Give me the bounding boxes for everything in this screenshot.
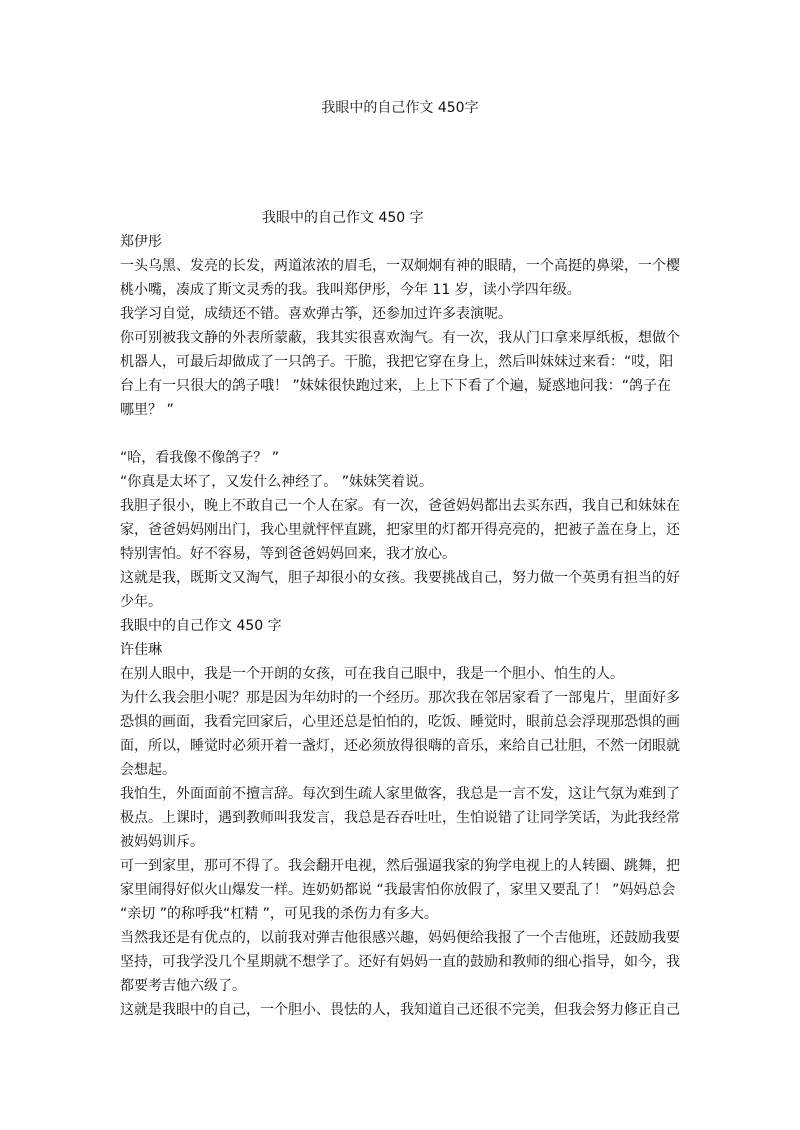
- paragraph: 在别人眼中，我是一个开朗的女孩，可在我自己眼中，我是一个胆小、怕生的人。: [120, 666, 624, 682]
- paragraph: 你可别被我文静的外表所蒙蔽，我其实很喜欢淘气。有一次，我从门口拿来厚纸板，想做个机器人，可最后却做成了一只鸽子。干脆，我把它穿在身上，然后叫妹妹过来看：“哎，阳台上有一只很大的鸽子哦！ ”妹妹很快跑过来，上上下下看了个遍，疑惑地问我：“鸽子在哪里？ ”: [120, 330, 680, 418]
- paragraph: 我眼中的自己作文 450 字: [120, 618, 282, 634]
- page-title: 我眼中的自己作文 450字: [321, 100, 479, 116]
- paragraph: 这就是我眼中的自己，一个胆小、畏怯的人，我知道自己还很不完美，但我会努力修正自己: [120, 1002, 680, 1018]
- paragraph: 我学习自觉，成绩还不错。喜欢弹古筝，还参加过许多表演呢。: [120, 306, 512, 322]
- paragraph: “哈，看我像不像鸽子？ ”: [120, 450, 279, 466]
- document-body: [120, 206, 682, 1022]
- paragraph: 为什么我会胆小呢？那是因为年幼时的一个经历。那次我在邻居家看了一部鬼片，里面好多恐惧的画面，我看完回家后，心里还总是怕怕的，吃饭、睡觉时，眼前总会浮现那恐惧的画面，所以，睡觉时必须开着一盏灯，还必须放得很嗨的音乐，来给自己壮胆，不然一闭眼就会想起。: [120, 690, 680, 778]
- essay-subtitle: 我眼中的自己作文 450 字: [262, 210, 424, 226]
- paragraph: 我胆子很小，晚上不敢自己一个人在家。有一次，爸爸妈妈都出去买东西，我自己和妹妹在家，爸爸妈妈刚出门，我心里就怦怦直跳，把家里的灯都开得亮亮的，把被子盖在身上，还特别害怕。好不容易，等到爸爸妈妈回来，我才放心。: [120, 498, 680, 562]
- paragraph: 可一到家里，那可不得了。我会翻开电视，然后强逼我家的狗学电视上的人转圈、跳舞，把家里闹得好似火山爆发一样。连奶奶都说 “我最害怕你放假了，家里又要乱了！ ”妈妈总会 “亲切 ”的称呼我“杠精 ”，可见我的杀伤力有多大。: [120, 858, 680, 922]
- blank-line: [120, 422, 682, 446]
- paragraph: 这就是我，既斯文又淘气，胆子却很小的女孩。我要挑战自己，努力做一个英勇有担当的好少年。: [120, 570, 680, 610]
- paragraph: 我怕生，外面面前不擅言辞。每次到生疏人家里做客，我总是一言不发，这让气氛为难到了极点。上课时，遇到教师叫我发言，我总是吞吞吐吐，生怕说错了让同学笑话，为此我经常被妈妈训斥。: [120, 786, 680, 850]
- paragraph: 许佳琳: [120, 642, 162, 658]
- paragraph: 当然我还是有优点的，以前我对弹吉他很感兴趣，妈妈便给我报了一个吉他班，还鼓励我要坚持，可我学没几个星期就不想学了。还好有妈妈一直的鼓励和教师的细心指导，如今，我都要考吉他六级了。: [120, 930, 680, 994]
- paragraph: 郑伊彤: [120, 234, 162, 250]
- paragraph: 一头乌黑、发亮的长发，两道浓浓的眉毛，一双炯炯有神的眼睛，一个高挺的鼻梁，一个樱桃小嘴，凑成了斯文灵秀的我。我叫郑伊彤，今年 11 岁，读小学四年级。: [120, 258, 680, 298]
- paragraph: “你真是太坏了，又发什么神经了。 ”妹妹笑着说。: [120, 474, 433, 490]
